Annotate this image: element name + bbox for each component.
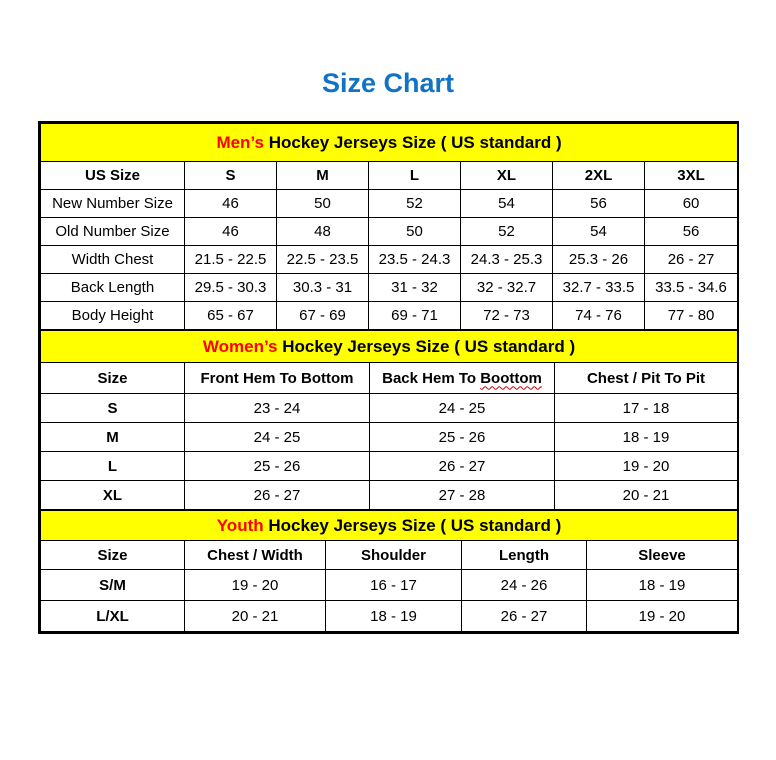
data-cell: 21.5 - 22.5 xyxy=(185,246,277,274)
data-cell: 23.5 - 24.3 xyxy=(369,246,461,274)
data-cell: 26 - 27 xyxy=(370,452,555,481)
table-row xyxy=(41,394,738,423)
mens-size-table xyxy=(40,123,738,330)
data-cell: 46 xyxy=(185,218,277,246)
data-cell: 50 xyxy=(369,218,461,246)
youth-section-title xyxy=(41,511,738,541)
data-cell: 18 - 19 xyxy=(326,601,462,632)
data-cell: 23 - 24 xyxy=(185,394,370,423)
table-row xyxy=(41,274,738,302)
row-label: Old Number Size xyxy=(41,218,185,246)
header-cell: 3XL xyxy=(645,162,738,190)
header-cell xyxy=(370,363,555,394)
row-label: Width Chest xyxy=(41,246,185,274)
data-cell: 33.5 - 34.6 xyxy=(645,274,738,302)
header-cell: Chest / Width xyxy=(185,541,326,570)
youth-header-row xyxy=(41,541,738,570)
data-cell: 20 - 21 xyxy=(555,481,738,510)
womens-size-table xyxy=(40,330,738,510)
table-row xyxy=(41,302,738,330)
youth-title-rest: Hockey Jerseys Size ( US standard ) xyxy=(263,515,562,535)
data-cell: 74 - 76 xyxy=(553,302,645,330)
table-row xyxy=(41,246,738,274)
header-cell: S xyxy=(185,162,277,190)
header-cell: Sleeve xyxy=(587,541,738,570)
header-cell: Length xyxy=(462,541,587,570)
header-cell: Size xyxy=(41,363,185,394)
data-cell: 17 - 18 xyxy=(555,394,738,423)
page-title: Size Chart xyxy=(321,68,455,98)
data-cell: 32 - 32.7 xyxy=(461,274,553,302)
womens-section-band xyxy=(41,331,738,363)
data-cell: 56 xyxy=(645,218,738,246)
data-cell: 52 xyxy=(461,218,553,246)
row-label: XL xyxy=(41,481,185,510)
row-label: M xyxy=(41,423,185,452)
data-cell: 67 - 69 xyxy=(277,302,369,330)
header-cell: US Size xyxy=(41,162,185,190)
table-row xyxy=(41,423,738,452)
data-cell: 69 - 71 xyxy=(369,302,461,330)
data-cell: 72 - 73 xyxy=(461,302,553,330)
data-cell: 48 xyxy=(277,218,369,246)
data-cell: 52 xyxy=(369,190,461,218)
header-cell: Size xyxy=(41,541,185,570)
header-cell: XL xyxy=(461,162,553,190)
header-cell: Chest / Pit To Pit xyxy=(555,363,738,394)
data-cell: 25.3 - 26 xyxy=(553,246,645,274)
data-cell: 24 - 26 xyxy=(462,570,587,601)
table-row xyxy=(41,190,738,218)
data-cell: 24 - 25 xyxy=(185,423,370,452)
data-cell: 19 - 20 xyxy=(185,570,326,601)
header-cell: Front Hem To Bottom xyxy=(185,363,370,394)
youth-section-band xyxy=(41,511,738,541)
data-cell: 25 - 26 xyxy=(370,423,555,452)
size-chart-page xyxy=(0,68,776,634)
data-cell: 77 - 80 xyxy=(645,302,738,330)
row-label: New Number Size xyxy=(41,190,185,218)
data-cell: 26 - 27 xyxy=(462,601,587,632)
data-cell: 54 xyxy=(461,190,553,218)
data-cell: 26 - 27 xyxy=(185,481,370,510)
data-cell: 25 - 26 xyxy=(185,452,370,481)
data-cell: 50 xyxy=(277,190,369,218)
data-cell: 65 - 67 xyxy=(185,302,277,330)
row-label: Back Length xyxy=(41,274,185,302)
data-cell: 20 - 21 xyxy=(185,601,326,632)
mens-title-rest: Hockey Jerseys Size ( US standard ) xyxy=(263,132,562,152)
mens-header-row xyxy=(41,162,738,190)
data-cell: 26 - 27 xyxy=(645,246,738,274)
header-text: Back Hem To xyxy=(382,369,481,387)
mens-title-highlight: Men’s xyxy=(216,132,264,152)
table-row xyxy=(41,481,738,510)
table-row xyxy=(41,452,738,481)
youth-title-highlight: Youth xyxy=(216,515,264,535)
data-cell: 27 - 28 xyxy=(370,481,555,510)
row-label: S xyxy=(41,394,185,423)
data-cell: 18 - 19 xyxy=(555,423,738,452)
table-row xyxy=(41,570,738,601)
data-cell: 56 xyxy=(553,190,645,218)
data-cell: 60 xyxy=(645,190,738,218)
data-cell: 18 - 19 xyxy=(587,570,738,601)
table-row xyxy=(41,218,738,246)
mens-section-title xyxy=(41,124,738,162)
womens-title-rest: Hockey Jerseys Size ( US standard ) xyxy=(277,336,576,356)
table-row xyxy=(41,601,738,632)
youth-size-table xyxy=(40,510,738,632)
row-label: L xyxy=(41,452,185,481)
header-cell: L xyxy=(369,162,461,190)
data-cell: 19 - 20 xyxy=(555,452,738,481)
misspelled-word: Boottom xyxy=(480,369,542,387)
header-cell: M xyxy=(277,162,369,190)
mens-section-band xyxy=(41,124,738,162)
header-cell: Shoulder xyxy=(326,541,462,570)
data-cell: 19 - 20 xyxy=(587,601,738,632)
data-cell: 46 xyxy=(185,190,277,218)
data-cell: 32.7 - 33.5 xyxy=(553,274,645,302)
data-cell: 22.5 - 23.5 xyxy=(277,246,369,274)
row-label: S/M xyxy=(41,570,185,601)
row-label: L/XL xyxy=(41,601,185,632)
data-cell: 16 - 17 xyxy=(326,570,462,601)
womens-section-title xyxy=(41,331,738,363)
row-label: Body Height xyxy=(41,302,185,330)
data-cell: 24.3 - 25.3 xyxy=(461,246,553,274)
data-cell: 54 xyxy=(553,218,645,246)
data-cell: 31 - 32 xyxy=(369,274,461,302)
data-cell: 30.3 - 31 xyxy=(277,274,369,302)
data-cell: 24 - 25 xyxy=(370,394,555,423)
data-cell: 29.5 - 30.3 xyxy=(185,274,277,302)
header-cell: 2XL xyxy=(553,162,645,190)
size-chart-container xyxy=(38,121,739,634)
womens-header-row xyxy=(41,363,738,394)
womens-title-highlight: Women’s xyxy=(202,336,278,356)
